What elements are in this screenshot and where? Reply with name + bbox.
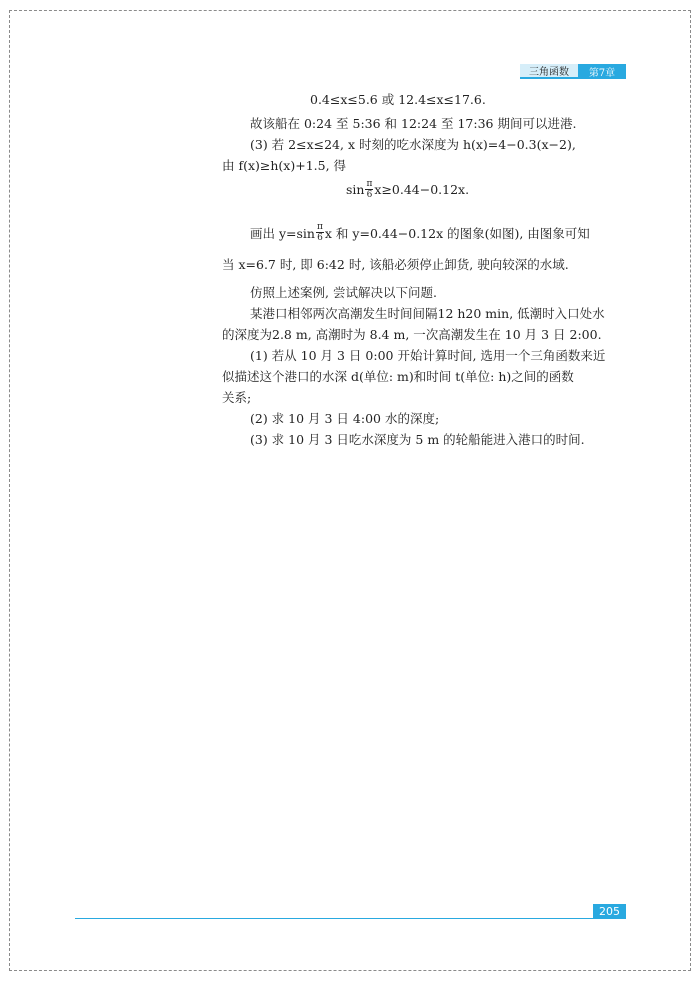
page-border	[9, 10, 691, 971]
paragraph-line	[250, 222, 590, 243]
formula-line	[346, 179, 469, 200]
paragraph-line: (3) 求 10 月 3 日吃水深度为 5 m 的轮船能进入港口的时间.	[250, 432, 585, 447]
fraction-numerator: π	[316, 222, 323, 232]
fraction-denominator: 6	[317, 233, 323, 243]
page-number: 205	[593, 904, 626, 919]
paragraph-line: 关系;	[222, 390, 252, 405]
paragraph-line: 故该船在 0:24 至 5:36 和 12:24 至 17:36 期间可以进港.	[250, 116, 577, 131]
text-segment: 画出 y=sin	[250, 225, 315, 241]
paragraph-line: 当 x=6.7 时, 即 6:42 时, 该船必须停止卸货, 驶向较深的水域.	[222, 257, 569, 272]
fraction-denominator: 6	[366, 190, 373, 200]
paragraph-line: 似描述这个港口的水深 d(单位: m)和时间 t(单位: h)之间的函数	[222, 369, 574, 384]
fraction-numerator: π	[366, 179, 373, 189]
paragraph-line: (3) 若 2≤x≤24, x 时刻的吃水深度为 h(x)=4−0.3(x−2),	[250, 137, 576, 152]
paragraph-line: 仿照上述案例, 尝试解决以下问题.	[250, 285, 437, 300]
paragraph-line: 由 f(x)≥h(x)+1.5, 得	[222, 158, 347, 173]
footer-rule	[75, 918, 626, 919]
paragraph-line: 的深度为2.8 m, 高潮时为 8.4 m, 一次高潮发生在 10 月 3 日 2:00.	[222, 327, 602, 342]
paragraph-line: 某港口相邻两次高潮发生时间间隔12 h20 min, 低潮时入口处水	[250, 306, 605, 321]
formula-sin: sin	[346, 182, 365, 197]
text-segment: x 和 y=0.44−0.12x 的图象(如图), 由图象可知	[324, 225, 590, 241]
inline-fraction	[316, 222, 324, 243]
chapter-label: 第7章	[578, 64, 626, 79]
chapter-header	[520, 64, 626, 79]
formula-fraction	[365, 179, 373, 200]
section-title: 三角函数	[520, 64, 578, 79]
inequality-line: 0.4≤x≤5.6 或 12.4≤x≤17.6.	[310, 92, 486, 107]
formula-rest: x≥0.44−0.12x.	[374, 182, 470, 197]
paragraph-line: (1) 若从 10 月 3 日 0:00 开始计算时间, 选用一个三角函数来近	[250, 348, 606, 363]
paragraph-line: (2) 求 10 月 3 日 4:00 水的深度;	[250, 411, 440, 426]
